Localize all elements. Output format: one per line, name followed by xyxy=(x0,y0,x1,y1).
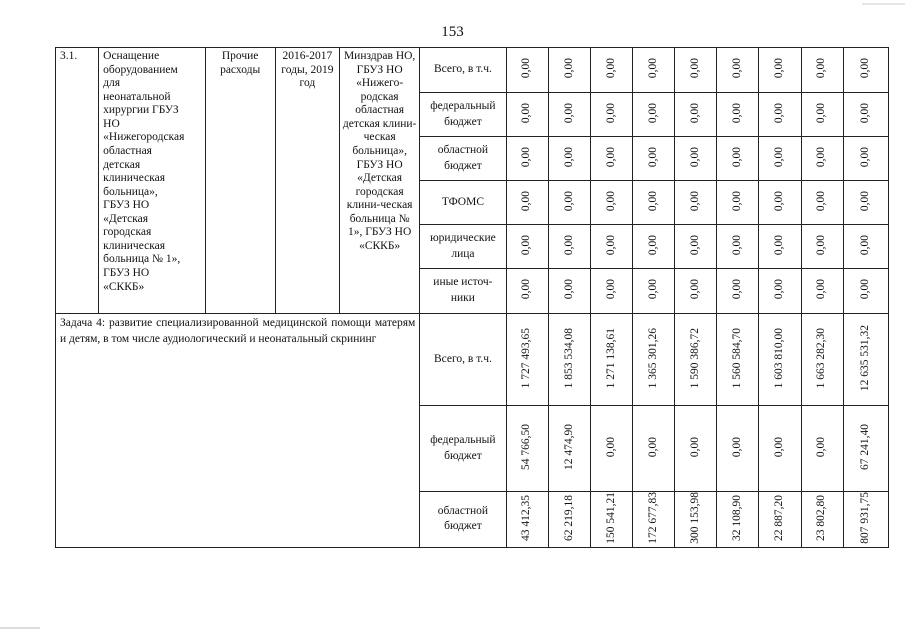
value-text: 0,00 xyxy=(604,436,617,458)
value-cell xyxy=(759,269,801,314)
value-text: 807 931,75 xyxy=(859,492,872,544)
item-name xyxy=(99,48,205,314)
value-text: 0,00 xyxy=(773,279,786,300)
value-cell xyxy=(590,314,632,406)
value-cell xyxy=(590,137,632,181)
value-text: 0,00 xyxy=(815,102,828,124)
value-cell xyxy=(506,181,548,225)
item-number: 3.1. xyxy=(56,48,99,314)
value-cell xyxy=(759,181,801,225)
value-cell xyxy=(675,406,717,492)
value-cell xyxy=(717,48,759,93)
value-cell xyxy=(548,137,590,181)
funding-source-label: иные источ-ники xyxy=(420,269,506,314)
value-text: 0,00 xyxy=(520,190,533,212)
value-text: 0,00 xyxy=(646,436,659,458)
value-text: 0,00 xyxy=(688,234,701,256)
value-cell xyxy=(759,137,801,181)
value-text: 0,00 xyxy=(859,102,872,124)
value-cell xyxy=(590,225,632,269)
item-name-line: ГБУЗ НО xyxy=(103,267,150,279)
value-text: 0,00 xyxy=(773,58,786,79)
value-cell xyxy=(548,181,590,225)
value-text: 62 219,18 xyxy=(562,494,575,541)
value-text: 0,00 xyxy=(562,146,575,168)
item-name-line: клиническая xyxy=(103,239,166,252)
value-cell xyxy=(801,48,843,93)
value-cell xyxy=(506,269,548,314)
value-cell xyxy=(590,48,632,93)
value-cell xyxy=(632,406,674,492)
value-cell xyxy=(548,269,590,314)
value-text: 150 541,21 xyxy=(604,492,617,544)
value-cell xyxy=(675,93,717,137)
responsible-executor: Минздрав НО, ГБУЗ НО «Нижего-родская областная детская клини-ческая больница», ГБУЗ НО «Детская городская клини-ческая больница № 1», ГБУЗ НО «СККБ» xyxy=(339,48,419,314)
value-text: 0,00 xyxy=(520,146,533,168)
value-text: 0,00 xyxy=(815,146,828,168)
value-text: 0,00 xyxy=(731,279,744,300)
value-text: 0,00 xyxy=(688,190,701,212)
task-title: Задача 4: развитие специализированной медицинской помощи матерям и детям, в том числе аудиологический и неонатальный скрининг xyxy=(56,314,420,548)
value-text: 0,00 xyxy=(815,190,828,212)
value-cell xyxy=(759,48,801,93)
value-text: 0,00 xyxy=(604,102,617,124)
value-cell xyxy=(759,225,801,269)
period: 2016-2017 годы, 2019 год xyxy=(275,48,339,314)
value-text: 0,00 xyxy=(859,190,872,212)
item-name-line: «Детская xyxy=(103,212,149,225)
value-text: 1 590 386,72 xyxy=(688,327,701,389)
value-text: 0,00 xyxy=(731,234,744,256)
value-text: 1 663 282,30 xyxy=(815,327,828,389)
value-cell xyxy=(675,137,717,181)
table-row xyxy=(56,48,889,93)
value-cell xyxy=(717,269,759,314)
value-text: 0,00 xyxy=(731,102,744,124)
value-text: 0,00 xyxy=(604,279,617,300)
funding-source-label: областной бюджет xyxy=(420,492,506,548)
value-text: 1 560 584,70 xyxy=(731,327,744,389)
value-text: 0,00 xyxy=(646,279,659,300)
value-cell xyxy=(801,225,843,269)
value-text: 0,00 xyxy=(646,234,659,256)
value-cell xyxy=(590,269,632,314)
value-cell xyxy=(506,137,548,181)
value-text: 0,00 xyxy=(731,146,744,168)
expense-type: Прочие расходы xyxy=(205,48,275,314)
funding-source-label: федеральный бюджет xyxy=(420,406,506,492)
value-cell xyxy=(717,137,759,181)
item-name-line: больница № 1», xyxy=(103,253,181,266)
value-text: 0,00 xyxy=(859,146,872,168)
value-text: 0,00 xyxy=(731,190,744,212)
value-cell xyxy=(632,181,674,225)
item-name-line: «Нижегородская xyxy=(103,131,185,144)
value-text: 0,00 xyxy=(815,58,828,79)
value-text: 0,00 xyxy=(562,279,575,300)
value-cell xyxy=(843,492,888,548)
value-cell xyxy=(506,93,548,137)
value-text: 0,00 xyxy=(604,190,617,212)
value-text: 32 108,90 xyxy=(731,494,744,541)
value-cell xyxy=(717,225,759,269)
funding-source-label: ТФОМС xyxy=(420,181,506,225)
value-text: 0,00 xyxy=(604,146,617,168)
value-text: 0,00 xyxy=(562,190,575,212)
value-text: 0,00 xyxy=(773,234,786,256)
value-cell xyxy=(843,93,888,137)
value-cell xyxy=(675,225,717,269)
value-cell xyxy=(506,314,548,406)
value-cell xyxy=(548,93,590,137)
value-text: 0,00 xyxy=(773,190,786,212)
value-text: 0,00 xyxy=(562,234,575,256)
item-name-line: НО xyxy=(103,117,120,130)
value-text: 43 412,35 xyxy=(520,494,533,541)
value-cell xyxy=(843,314,888,406)
value-cell xyxy=(843,137,888,181)
value-text: 0,00 xyxy=(773,436,786,458)
page-number: 153 xyxy=(441,24,464,40)
item-name-line: Оснащение xyxy=(103,50,160,62)
value-text: 0,00 xyxy=(604,234,617,256)
value-cell xyxy=(506,492,548,548)
item-name-line: оборудованием xyxy=(103,63,178,76)
value-text: 54 766,50 xyxy=(520,424,533,470)
item-name-line: городская xyxy=(103,226,152,239)
value-cell xyxy=(801,314,843,406)
value-cell xyxy=(590,406,632,492)
value-cell xyxy=(632,492,674,548)
value-cell xyxy=(590,492,632,548)
table-row xyxy=(56,314,889,406)
value-cell xyxy=(590,93,632,137)
value-text: 1 853 534,08 xyxy=(562,327,575,389)
funding-source-label: федеральный бюджет xyxy=(420,93,506,137)
value-cell xyxy=(548,492,590,548)
value-text: 0,00 xyxy=(646,102,659,124)
value-text: 0,00 xyxy=(859,234,872,256)
value-cell xyxy=(843,181,888,225)
value-text: 1 727 493,65 xyxy=(520,327,533,389)
value-cell xyxy=(632,269,674,314)
value-text: 0,00 xyxy=(688,146,701,168)
value-cell xyxy=(548,48,590,93)
value-cell xyxy=(632,93,674,137)
item-name-line: клиническая xyxy=(103,172,166,185)
value-text: 0,00 xyxy=(815,436,828,458)
value-text: 0,00 xyxy=(773,102,786,124)
value-text: 1 603 810,00 xyxy=(773,327,786,389)
value-cell xyxy=(801,406,843,492)
value-cell xyxy=(717,492,759,548)
funding-source-label: областной бюджет xyxy=(420,137,506,181)
value-cell xyxy=(548,406,590,492)
value-text: 0,00 xyxy=(688,436,701,458)
value-text: 0,00 xyxy=(646,58,659,79)
value-cell xyxy=(843,406,888,492)
value-cell xyxy=(717,406,759,492)
value-text: 67 241,40 xyxy=(859,424,872,470)
item-name-line: областная xyxy=(103,144,152,157)
value-cell xyxy=(843,225,888,269)
value-text: 1 365 301,26 xyxy=(646,327,659,389)
value-text: 0,00 xyxy=(520,234,533,256)
value-cell xyxy=(759,492,801,548)
value-text: 0,00 xyxy=(604,58,617,79)
value-text: 172 677,83 xyxy=(646,492,659,544)
value-cell xyxy=(548,314,590,406)
value-cell xyxy=(801,269,843,314)
value-cell xyxy=(717,93,759,137)
value-cell xyxy=(717,314,759,406)
item-name-line: неонатальной xyxy=(103,90,171,103)
value-cell xyxy=(548,225,590,269)
value-text: 0,00 xyxy=(731,436,744,458)
item-name-line: больница», xyxy=(103,185,158,198)
item-name-line: «СККБ» xyxy=(103,280,145,293)
value-cell xyxy=(632,225,674,269)
funding-source-label: юридические лица xyxy=(420,225,506,269)
value-text: 12 474,90 xyxy=(562,424,575,470)
value-cell xyxy=(590,181,632,225)
value-cell xyxy=(675,492,717,548)
value-cell xyxy=(675,181,717,225)
value-text: 0,00 xyxy=(688,279,701,300)
budget-table xyxy=(55,47,889,548)
value-cell xyxy=(632,137,674,181)
item-name-line: детская xyxy=(103,158,141,171)
item-name-line: хирургии ГБУЗ xyxy=(103,104,179,117)
value-text: 0,00 xyxy=(815,279,828,300)
item-name-line: для xyxy=(103,77,121,90)
value-text: 0,00 xyxy=(562,58,575,79)
value-cell xyxy=(801,492,843,548)
value-text: 300 153,98 xyxy=(688,492,701,544)
value-cell xyxy=(632,314,674,406)
value-text: 1 271 138,61 xyxy=(604,327,617,389)
value-cell xyxy=(506,225,548,269)
value-cell xyxy=(801,93,843,137)
value-text: 0,00 xyxy=(859,279,872,300)
item-name-line: ГБУЗ НО xyxy=(103,199,150,212)
value-cell xyxy=(675,314,717,406)
value-cell xyxy=(843,269,888,314)
value-cell xyxy=(632,48,674,93)
value-text: 0,00 xyxy=(646,190,659,212)
value-text: 12 635 531,32 xyxy=(859,324,872,392)
value-cell xyxy=(759,406,801,492)
value-text: 0,00 xyxy=(731,58,744,79)
value-cell xyxy=(843,48,888,93)
value-text: 0,00 xyxy=(688,102,701,124)
funding-source-label: Всего, в т.ч. xyxy=(420,314,506,406)
value-text: 0,00 xyxy=(688,58,701,79)
value-cell xyxy=(717,181,759,225)
value-cell xyxy=(801,181,843,225)
value-text: 22 887,20 xyxy=(773,494,786,541)
value-text: 0,00 xyxy=(773,146,786,168)
value-text: 0,00 xyxy=(646,146,659,168)
value-cell xyxy=(759,93,801,137)
value-cell xyxy=(759,314,801,406)
value-cell xyxy=(506,406,548,492)
funding-source-label: Всего, в т.ч. xyxy=(420,48,506,93)
value-text: 0,00 xyxy=(520,58,533,79)
value-text: 0,00 xyxy=(520,279,533,300)
value-cell xyxy=(801,137,843,181)
value-cell xyxy=(675,269,717,314)
value-text: 0,00 xyxy=(859,58,872,79)
value-text: 0,00 xyxy=(815,234,828,256)
value-cell xyxy=(675,48,717,93)
value-text: 0,00 xyxy=(562,102,575,124)
value-text: 0,00 xyxy=(520,102,533,124)
value-text: 23 802,80 xyxy=(815,494,828,541)
value-cell xyxy=(506,48,548,93)
